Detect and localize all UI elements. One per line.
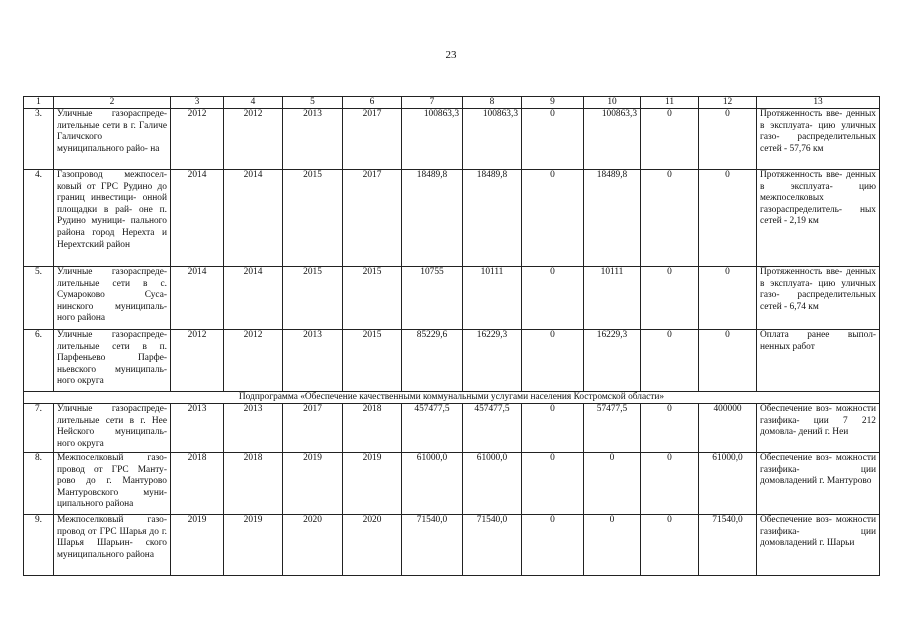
cell-col7: 18489,8 xyxy=(402,170,463,267)
cell-col10: 18489,8 xyxy=(584,170,641,267)
cell-col5: 2019 xyxy=(283,453,343,515)
column-header: 2 xyxy=(54,97,171,109)
page-number: 23 xyxy=(445,49,457,61)
cell-col11: 0 xyxy=(641,515,699,576)
result-text: Обеспечение воз- можности газифика- ции 7 212 домовла- дений г. Неи xyxy=(757,404,880,453)
row-number: 3. xyxy=(24,109,54,170)
column-header: 4 xyxy=(224,97,283,109)
program-table xyxy=(23,96,880,576)
cell-col10: 0 xyxy=(584,515,641,576)
cell-col5: 2013 xyxy=(283,109,343,170)
subprogram-row xyxy=(24,392,880,404)
cell-col8: 71540,0 xyxy=(463,515,522,576)
cell-col3: 2019 xyxy=(171,515,224,576)
cell-col10: 10111 xyxy=(584,267,641,330)
cell-col8: 18489,8 xyxy=(463,170,522,267)
cell-col6: 2015 xyxy=(343,330,402,392)
cell-col11: 0 xyxy=(641,109,699,170)
cell-col12: 71540,0 xyxy=(699,515,757,576)
result-text: Протяженность вве- денных в эксплуата- цию межпоселковых газораспределитель- ных сетей - 2,19 км xyxy=(757,170,880,267)
column-header: 12 xyxy=(699,97,757,109)
cell-col6: 2017 xyxy=(343,170,402,267)
cell-col9: 0 xyxy=(522,170,584,267)
cell-col11: 0 xyxy=(641,267,699,330)
row-number: 5. xyxy=(24,267,54,330)
object-name: Межпоселковый газо- провод от ГРС Шарья до г. Шарья Шарьин- ского муниципального района xyxy=(54,515,171,576)
table-row xyxy=(24,267,880,330)
cell-col11: 0 xyxy=(641,453,699,515)
table-row xyxy=(24,453,880,515)
column-header: 5 xyxy=(283,97,343,109)
cell-col12: 0 xyxy=(699,330,757,392)
object-name: Уличные газораспреде- лительные сети в п. Парфеньево Парфе- ньевского муниципаль- ного округа xyxy=(54,330,171,392)
cell-col11: 0 xyxy=(641,404,699,453)
object-name: Межпоселковый газо- провод от ГРС Манту- рово до г. Мантурово Мантуровского муни- ципального района xyxy=(54,453,171,515)
cell-col6: 2018 xyxy=(343,404,402,453)
cell-col3: 2012 xyxy=(171,330,224,392)
cell-col12: 0 xyxy=(699,109,757,170)
cell-col4: 2012 xyxy=(224,109,283,170)
cell-col6: 2019 xyxy=(343,453,402,515)
cell-col9: 0 xyxy=(522,404,584,453)
cell-col12: 0 xyxy=(699,267,757,330)
cell-col7: 71540,0 xyxy=(402,515,463,576)
cell-col5: 2015 xyxy=(283,267,343,330)
column-header: 3 xyxy=(171,97,224,109)
cell-col4: 2019 xyxy=(224,515,283,576)
cell-col7: 10755 xyxy=(402,267,463,330)
cell-col8: 100863,3 xyxy=(463,109,522,170)
column-header: 7 xyxy=(402,97,463,109)
cell-col10: 0 xyxy=(584,453,641,515)
cell-col4: 2014 xyxy=(224,170,283,267)
cell-col8: 10111 xyxy=(463,267,522,330)
cell-col4: 2012 xyxy=(224,330,283,392)
cell-col7: 457477,5 xyxy=(402,404,463,453)
row-number: 7. xyxy=(24,404,54,453)
table-row xyxy=(24,330,880,392)
cell-col5: 2020 xyxy=(283,515,343,576)
cell-col4: 2013 xyxy=(224,404,283,453)
cell-col3: 2013 xyxy=(171,404,224,453)
cell-col8: 61000,0 xyxy=(463,453,522,515)
cell-col3: 2018 xyxy=(171,453,224,515)
cell-col3: 2012 xyxy=(171,109,224,170)
column-header: 1 xyxy=(24,97,54,109)
table-row xyxy=(24,515,880,576)
cell-col8: 16229,3 xyxy=(463,330,522,392)
cell-col10: 100863,3 xyxy=(584,109,641,170)
table-row xyxy=(24,170,880,267)
column-header: 9 xyxy=(522,97,584,109)
cell-col5: 2013 xyxy=(283,330,343,392)
object-name: Газопровод межпосел- ковый от ГРС Рудино до границ инвестици- онной площадки в рай- оне п. Рудино муници- пального района город Нерехта и Нерехтский район xyxy=(54,170,171,267)
cell-col4: 2014 xyxy=(224,267,283,330)
cell-col9: 0 xyxy=(522,453,584,515)
cell-col9: 0 xyxy=(522,515,584,576)
cell-col9: 0 xyxy=(522,109,584,170)
cell-col8: 457477,5 xyxy=(463,404,522,453)
row-number: 9. xyxy=(24,515,54,576)
column-number-row xyxy=(24,97,880,109)
cell-col9: 0 xyxy=(522,267,584,330)
row-number: 4. xyxy=(24,170,54,267)
cell-col12: 61000,0 xyxy=(699,453,757,515)
subprogram-title: Подпрограмма «Обеспечение качественными коммунальными услугами населения Костромской области» xyxy=(24,392,880,404)
cell-col10: 16229,3 xyxy=(584,330,641,392)
cell-col6: 2017 xyxy=(343,109,402,170)
cell-col3: 2014 xyxy=(171,267,224,330)
column-header: 6 xyxy=(343,97,402,109)
object-name: Уличные газораспреде- лительные сети в г. Галиче Галичского муниципального райо- на xyxy=(54,109,171,170)
row-number: 6. xyxy=(24,330,54,392)
cell-col12: 400000 xyxy=(699,404,757,453)
column-header: 11 xyxy=(641,97,699,109)
cell-col7: 100863,3 xyxy=(402,109,463,170)
result-text: Протяженность вве- денных в эксплуата- цию уличных газо- распределительных сетей - 6,74 км xyxy=(757,267,880,330)
column-header: 8 xyxy=(463,97,522,109)
object-name: Уличные газораспреде- лительные сети в с. Сумароково Суса- нинского муниципаль- ного района xyxy=(54,267,171,330)
cell-col4: 2018 xyxy=(224,453,283,515)
table-row xyxy=(24,404,880,453)
cell-col3: 2014 xyxy=(171,170,224,267)
cell-col5: 2017 xyxy=(283,404,343,453)
cell-col7: 85229,6 xyxy=(402,330,463,392)
cell-col9: 0 xyxy=(522,330,584,392)
cell-col11: 0 xyxy=(641,330,699,392)
result-text: Обеспечение воз- можности газифика- ции домовладений г. Мантурово xyxy=(757,453,880,515)
cell-col6: 2020 xyxy=(343,515,402,576)
row-number: 8. xyxy=(24,453,54,515)
cell-col7: 61000,0 xyxy=(402,453,463,515)
column-header: 13 xyxy=(757,97,880,109)
cell-col10: 57477,5 xyxy=(584,404,641,453)
result-text: Протяженность вве- денных в эксплуата- цию уличных газо- распределительных сетей - 57,76 км xyxy=(757,109,880,170)
result-text: Обеспечение воз- можности газифика- ции домовладений г. Шарьи xyxy=(757,515,880,576)
cell-col6: 2015 xyxy=(343,267,402,330)
column-header: 10 xyxy=(584,97,641,109)
object-name: Уличные газораспреде- лительные сети в г. Нее Нейского муниципаль- ного округа xyxy=(54,404,171,453)
cell-col12: 0 xyxy=(699,170,757,267)
cell-col11: 0 xyxy=(641,170,699,267)
result-text: Оплата ранее выпол- ненных работ xyxy=(757,330,880,392)
cell-col5: 2015 xyxy=(283,170,343,267)
table-row xyxy=(24,109,880,170)
